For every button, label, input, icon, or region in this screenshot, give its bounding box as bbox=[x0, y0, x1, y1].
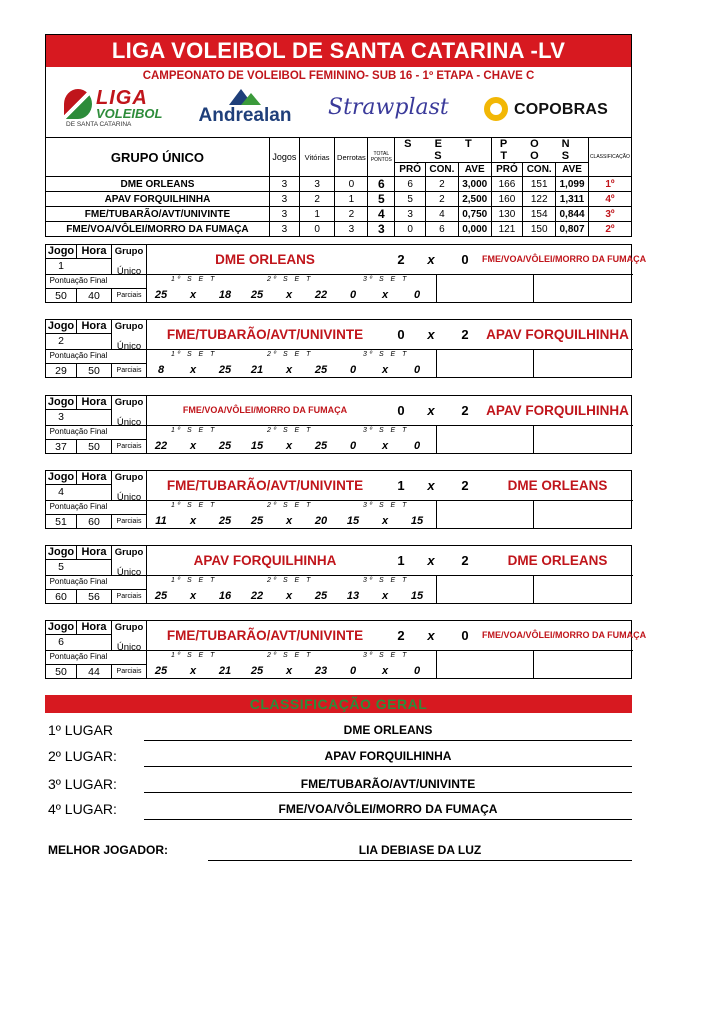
derrotas: 1 bbox=[335, 192, 368, 207]
best-player-value: LIA DEBIASE DA LUZ bbox=[358, 843, 482, 857]
final-score-a: 50 bbox=[55, 666, 67, 678]
page-title: LIGA VOLEIBOL DE SANTA CATARINA -LV bbox=[46, 35, 631, 67]
grupo-value: Único bbox=[116, 567, 142, 578]
team-a: DME ORLEANS bbox=[215, 252, 315, 267]
set2-score-a: 25 bbox=[250, 665, 264, 677]
set2-score-b: 20 bbox=[314, 515, 328, 527]
grupo-value: Único bbox=[116, 417, 142, 428]
set3-score-a: 0 bbox=[349, 665, 357, 677]
score-x: x bbox=[427, 628, 435, 643]
place-team-3: FME/TUBARÃO/AVT/UNIVINTE bbox=[300, 777, 476, 791]
set3-score-b: 0 bbox=[413, 440, 421, 452]
pontuacao-final-label: Pontuação Final bbox=[49, 652, 108, 661]
table-row bbox=[46, 222, 632, 237]
table-row bbox=[46, 207, 632, 222]
total-pontos: 3 bbox=[368, 222, 395, 237]
set3-label: 3º S E T bbox=[363, 502, 409, 509]
score-a: 1 bbox=[397, 553, 405, 568]
team-name: DME ORLEANS bbox=[46, 177, 270, 192]
jogos: 3 bbox=[269, 177, 299, 192]
divider bbox=[146, 425, 633, 426]
final-score-b: 56 bbox=[88, 591, 100, 603]
set1-label: 1º S E T bbox=[171, 427, 217, 434]
set1-score-b: 25 bbox=[218, 515, 232, 527]
set3-score-a: 0 bbox=[349, 289, 357, 301]
place-team-2: APAV FORQUILHINHA bbox=[324, 749, 452, 763]
divider bbox=[46, 514, 146, 515]
jogo-label: Jogo bbox=[47, 471, 75, 483]
jogos: 3 bbox=[269, 207, 299, 222]
jogos: 3 bbox=[269, 222, 299, 237]
final-score-b: 44 bbox=[88, 666, 100, 678]
total-pontos: 6 bbox=[368, 177, 395, 192]
grupo-label: Grupo bbox=[114, 321, 144, 332]
team-name: FME/VOA/VÔLEI/MORRO DA FUMAÇA bbox=[46, 222, 270, 237]
set-x: x bbox=[189, 590, 197, 602]
divider bbox=[46, 664, 146, 665]
group-title: GRUPO ÚNICO bbox=[46, 138, 270, 177]
divider bbox=[144, 792, 632, 793]
team-b: DME ORLEANS bbox=[507, 553, 608, 568]
score-a: 0 bbox=[397, 327, 405, 342]
score-b: 2 bbox=[461, 478, 469, 493]
hora-label: Hora bbox=[81, 546, 107, 558]
divider bbox=[146, 349, 633, 350]
divider bbox=[436, 500, 437, 529]
score-a: 2 bbox=[397, 628, 405, 643]
parciais-label: Parciais bbox=[116, 367, 142, 374]
set3-label: 3º S E T bbox=[363, 276, 409, 283]
set2-label: 2º S E T bbox=[267, 577, 313, 584]
sets-con: 2 bbox=[426, 177, 459, 192]
set2-score-b: 22 bbox=[314, 289, 328, 301]
derrotas: 2 bbox=[335, 207, 368, 222]
divider bbox=[146, 500, 633, 501]
pontuacao-final-label: Pontuação Final bbox=[49, 351, 108, 360]
sets-pro: 6 bbox=[395, 177, 426, 192]
team-name: FME/TUBARÃO/AVT/UNIVINTE bbox=[46, 207, 270, 222]
liga-logo-line3: DE SANTA CATARINA bbox=[66, 121, 132, 128]
col-sets: S E T S bbox=[395, 138, 491, 163]
standings-header-row bbox=[46, 138, 632, 163]
set2-score-a: 25 bbox=[250, 289, 264, 301]
score-x: x bbox=[427, 478, 435, 493]
score-x: x bbox=[427, 553, 435, 568]
set3-score-b: 0 bbox=[413, 289, 421, 301]
score-a: 2 bbox=[397, 252, 405, 267]
set1-label: 1º S E T bbox=[171, 652, 217, 659]
set2-label: 2º S E T bbox=[267, 276, 313, 283]
sub-pts-ave: AVE bbox=[556, 163, 589, 177]
pontuacao-final-label: Pontuação Final bbox=[49, 276, 108, 285]
set2-score-a: 25 bbox=[250, 515, 264, 527]
place-team-1: DME ORLEANS bbox=[343, 723, 433, 737]
divider bbox=[533, 500, 534, 529]
grupo-label: Grupo bbox=[114, 472, 144, 483]
col-classificacao: CLASSIFICAÇÃO bbox=[588, 138, 631, 177]
set3-score-a: 0 bbox=[349, 440, 357, 452]
col-total-pontos: TOTAL PONTOS bbox=[368, 138, 395, 177]
derrotas: 3 bbox=[335, 222, 368, 237]
set2-score-a: 22 bbox=[250, 590, 264, 602]
set3-score-b: 15 bbox=[410, 590, 424, 602]
set2-label: 2º S E T bbox=[267, 502, 313, 509]
divider bbox=[436, 650, 437, 679]
best-player-label: MELHOR JOGADOR: bbox=[48, 843, 168, 857]
game-number: 4 bbox=[58, 486, 64, 498]
copobras-logo-text: COPOBRAS bbox=[514, 101, 609, 118]
sub-sets-ave: AVE bbox=[458, 163, 491, 177]
set3-score-a: 15 bbox=[346, 515, 360, 527]
hora-label: Hora bbox=[81, 471, 107, 483]
sub-pts-con: CON. bbox=[523, 163, 556, 177]
sub-pts-pro: PRÓ bbox=[491, 163, 523, 177]
divider bbox=[46, 439, 146, 440]
parciais-label: Parciais bbox=[116, 518, 142, 525]
liga-logo-line1: LIGA bbox=[96, 87, 148, 109]
set1-score-a: 22 bbox=[154, 440, 168, 452]
sets-con: 2 bbox=[426, 192, 459, 207]
page-subtitle: CAMPEONATO DE VOLEIBOL FEMININO- SUB 16 - 1º ETAPA - CHAVE C bbox=[142, 70, 535, 82]
divider bbox=[144, 766, 632, 767]
game-card bbox=[45, 395, 632, 454]
set3-score-a: 0 bbox=[349, 364, 357, 376]
total-pontos: 5 bbox=[368, 192, 395, 207]
set1-label: 1º S E T bbox=[171, 577, 217, 584]
pts-con: 154 bbox=[523, 207, 556, 222]
classificacao: 4º bbox=[588, 192, 631, 207]
game-number: 3 bbox=[58, 411, 64, 423]
pts-con: 150 bbox=[523, 222, 556, 237]
jogo-label: Jogo bbox=[47, 320, 75, 332]
table-row bbox=[46, 177, 632, 192]
sponsor-logos bbox=[46, 83, 631, 137]
score-a: 1 bbox=[397, 478, 405, 493]
sets-ave: 2,500 bbox=[458, 192, 491, 207]
divider bbox=[436, 425, 437, 454]
vitorias: 3 bbox=[299, 177, 335, 192]
divider bbox=[436, 575, 437, 604]
final-score-b: 50 bbox=[88, 441, 100, 453]
col-jogos: Jogos bbox=[269, 138, 299, 177]
game-number: 1 bbox=[58, 260, 64, 272]
divider bbox=[533, 575, 534, 604]
grupo-label: Grupo bbox=[114, 622, 144, 633]
andrealan-logo bbox=[190, 89, 300, 129]
team-name: APAV FORQUILHINHA bbox=[46, 192, 270, 207]
score-x: x bbox=[427, 327, 435, 342]
pts-ave: 0,807 bbox=[556, 222, 589, 237]
pontuacao-final-label: Pontuação Final bbox=[49, 427, 108, 436]
set1-score-b: 21 bbox=[218, 665, 232, 677]
divider bbox=[46, 589, 146, 590]
divider bbox=[436, 274, 437, 303]
liga-logo bbox=[62, 85, 162, 131]
set2-score-a: 21 bbox=[250, 364, 264, 376]
team-b: FME/VOA/VÔLEI/MORRO DA FUMAÇA bbox=[482, 254, 647, 264]
set-x: x bbox=[381, 440, 389, 452]
set3-score-a: 13 bbox=[346, 590, 360, 602]
score-b: 2 bbox=[461, 553, 469, 568]
pontuacao-final-label: Pontuação Final bbox=[49, 577, 108, 586]
set-x: x bbox=[189, 289, 197, 301]
divider bbox=[533, 425, 534, 454]
pts-pro: 160 bbox=[491, 192, 523, 207]
set3-score-b: 0 bbox=[413, 364, 421, 376]
jogo-label: Jogo bbox=[47, 621, 75, 633]
jogo-label: Jogo bbox=[47, 245, 75, 257]
col-pontos: P O N T O S bbox=[491, 138, 588, 163]
pts-pro: 130 bbox=[491, 207, 523, 222]
team-b: FME/VOA/VÔLEI/MORRO DA FUMAÇA bbox=[482, 630, 647, 640]
set1-score-b: 18 bbox=[218, 289, 232, 301]
table-row bbox=[46, 192, 632, 207]
score-b: 0 bbox=[461, 252, 469, 267]
col-vitorias: Vitórias bbox=[299, 138, 335, 177]
final-score-a: 51 bbox=[55, 516, 67, 528]
divider bbox=[144, 819, 632, 820]
grupo-value: Único bbox=[116, 266, 142, 277]
standings-table bbox=[45, 137, 632, 237]
team-b: APAV FORQUILHINHA bbox=[486, 403, 629, 418]
divider bbox=[46, 288, 146, 289]
place-label-1: 1º LUGAR bbox=[48, 722, 114, 738]
parciais-label: Parciais bbox=[116, 593, 142, 600]
score-a: 0 bbox=[397, 403, 405, 418]
vitorias: 0 bbox=[299, 222, 335, 237]
hora-label: Hora bbox=[81, 320, 107, 332]
sets-con: 6 bbox=[426, 222, 459, 237]
set1-score-a: 25 bbox=[154, 665, 168, 677]
set1-label: 1º S E T bbox=[171, 351, 217, 358]
set2-label: 2º S E T bbox=[267, 652, 313, 659]
place-label-3: 3º LUGAR: bbox=[48, 776, 117, 792]
set1-score-b: 25 bbox=[218, 364, 232, 376]
classification-title: CLASSIFICAÇÃO GERAL bbox=[45, 695, 632, 713]
set1-score-a: 25 bbox=[154, 289, 168, 301]
set2-score-b: 25 bbox=[314, 590, 328, 602]
set1-score-b: 16 bbox=[218, 590, 232, 602]
game-card bbox=[45, 545, 632, 604]
mountain-icon bbox=[225, 89, 265, 105]
divider bbox=[146, 575, 633, 576]
circle-icon bbox=[484, 97, 508, 121]
set3-label: 3º S E T bbox=[363, 427, 409, 434]
sub-sets-pro: PRÓ bbox=[395, 163, 426, 177]
divider bbox=[208, 860, 632, 861]
set-x: x bbox=[381, 590, 389, 602]
divider bbox=[46, 363, 146, 364]
hora-label: Hora bbox=[81, 396, 107, 408]
strawplast-logo: Strawplast bbox=[328, 95, 449, 120]
team-a: FME/TUBARÃO/AVT/UNIVINTE bbox=[166, 628, 364, 643]
score-x: x bbox=[427, 403, 435, 418]
game-number: 2 bbox=[58, 335, 64, 347]
sets-pro: 0 bbox=[395, 222, 426, 237]
set-x: x bbox=[381, 289, 389, 301]
team-a: FME/VOA/VÔLEI/MORRO DA FUMAÇA bbox=[182, 405, 348, 415]
col-derrotas: Derrotas bbox=[335, 138, 368, 177]
grupo-label: Grupo bbox=[114, 397, 144, 408]
divider bbox=[533, 650, 534, 679]
team-a: FME/TUBARÃO/AVT/UNIVINTE bbox=[166, 327, 364, 342]
divider bbox=[144, 740, 632, 741]
grupo-label: Grupo bbox=[114, 547, 144, 558]
volleyball-icon bbox=[64, 89, 92, 119]
divider bbox=[146, 650, 633, 651]
game-number: 5 bbox=[58, 561, 64, 573]
score-b: 2 bbox=[461, 403, 469, 418]
team-a: FME/TUBARÃO/AVT/UNIVINTE bbox=[166, 478, 364, 493]
final-score-b: 60 bbox=[88, 516, 100, 528]
parciais-label: Parciais bbox=[116, 292, 142, 299]
hora-label: Hora bbox=[81, 245, 107, 257]
pts-ave: 0,844 bbox=[556, 207, 589, 222]
divider bbox=[436, 349, 437, 378]
divider bbox=[533, 274, 534, 303]
sets-pro: 5 bbox=[395, 192, 426, 207]
classificacao: 1º bbox=[588, 177, 631, 192]
set2-score-b: 23 bbox=[314, 665, 328, 677]
final-score-a: 50 bbox=[55, 290, 67, 302]
set3-score-b: 0 bbox=[413, 665, 421, 677]
total-pontos: 4 bbox=[368, 207, 395, 222]
set1-score-a: 11 bbox=[155, 515, 167, 527]
jogo-label: Jogo bbox=[47, 546, 75, 558]
set1-label: 1º S E T bbox=[171, 502, 217, 509]
copobras-logo bbox=[484, 95, 609, 125]
place-label-4: 4º LUGAR: bbox=[48, 801, 117, 817]
set-x: x bbox=[285, 289, 293, 301]
pontuacao-final-label: Pontuação Final bbox=[49, 502, 108, 511]
sets-ave: 0,000 bbox=[458, 222, 491, 237]
pts-ave: 1,099 bbox=[556, 177, 589, 192]
set2-score-b: 25 bbox=[314, 364, 328, 376]
place-team-4: FME/VOA/VÔLEI/MORRO DA FUMAÇA bbox=[278, 802, 498, 816]
place-label-2: 2º LUGAR: bbox=[48, 748, 117, 764]
team-b: APAV FORQUILHINHA bbox=[486, 327, 629, 342]
set-x: x bbox=[189, 665, 197, 677]
sets-ave: 3,000 bbox=[458, 177, 491, 192]
grupo-label: Grupo bbox=[114, 246, 144, 257]
jogos: 3 bbox=[269, 192, 299, 207]
set3-label: 3º S E T bbox=[363, 351, 409, 358]
game-card bbox=[45, 620, 647, 679]
final-score-b: 50 bbox=[88, 365, 100, 377]
final-score-a: 37 bbox=[55, 441, 67, 453]
set1-score-b: 25 bbox=[218, 440, 232, 452]
set-x: x bbox=[381, 515, 389, 527]
set2-label: 2º S E T bbox=[267, 351, 313, 358]
pts-ave: 1,311 bbox=[556, 192, 589, 207]
score-x: x bbox=[427, 252, 435, 267]
sets-pro: 3 bbox=[395, 207, 426, 222]
divider bbox=[533, 349, 534, 378]
final-score-a: 60 bbox=[55, 591, 67, 603]
set-x: x bbox=[189, 515, 197, 527]
jogo-label: Jogo bbox=[47, 396, 75, 408]
game-card bbox=[45, 470, 632, 529]
andrealan-logo-text: Andrealan bbox=[198, 105, 292, 126]
grupo-value: Único bbox=[116, 642, 142, 653]
set-x: x bbox=[285, 364, 293, 376]
score-b: 2 bbox=[461, 327, 469, 342]
derrotas: 0 bbox=[335, 177, 368, 192]
set-x: x bbox=[381, 364, 389, 376]
set1-score-a: 8 bbox=[157, 364, 165, 376]
vitorias: 2 bbox=[299, 192, 335, 207]
set2-score-b: 25 bbox=[314, 440, 328, 452]
divider bbox=[146, 274, 633, 275]
set1-score-a: 25 bbox=[154, 590, 168, 602]
set-x: x bbox=[381, 665, 389, 677]
set1-label: 1º S E T bbox=[171, 276, 217, 283]
set3-score-b: 15 bbox=[410, 515, 424, 527]
grupo-value: Único bbox=[116, 492, 142, 503]
sets-ave: 0,750 bbox=[458, 207, 491, 222]
game-number: 6 bbox=[58, 636, 64, 648]
team-b: DME ORLEANS bbox=[507, 478, 608, 493]
set3-label: 3º S E T bbox=[363, 577, 409, 584]
game-card bbox=[45, 244, 647, 303]
pts-con: 151 bbox=[523, 177, 556, 192]
classificacao: 3º bbox=[588, 207, 631, 222]
set3-label: 3º S E T bbox=[363, 652, 409, 659]
set2-score-a: 15 bbox=[250, 440, 264, 452]
team-a: APAV FORQUILHINHA bbox=[193, 553, 337, 568]
set-x: x bbox=[285, 440, 293, 452]
set-x: x bbox=[285, 665, 293, 677]
sub-sets-con: CON. bbox=[426, 163, 459, 177]
pts-con: 122 bbox=[523, 192, 556, 207]
hora-label: Hora bbox=[81, 621, 107, 633]
liga-logo-line2: VOLEIBOL bbox=[96, 106, 163, 121]
pts-pro: 166 bbox=[491, 177, 523, 192]
grupo-value: Único bbox=[116, 341, 142, 352]
set-x: x bbox=[285, 515, 293, 527]
set-x: x bbox=[285, 590, 293, 602]
game-card bbox=[45, 319, 632, 378]
set2-label: 2º S E T bbox=[267, 427, 313, 434]
set-x: x bbox=[189, 364, 197, 376]
set-x: x bbox=[189, 440, 197, 452]
pts-pro: 121 bbox=[491, 222, 523, 237]
sets-con: 4 bbox=[426, 207, 459, 222]
parciais-label: Parciais bbox=[116, 443, 142, 450]
classificacao: 2º bbox=[588, 222, 631, 237]
score-b: 0 bbox=[461, 628, 469, 643]
document-header bbox=[45, 34, 632, 138]
vitorias: 1 bbox=[299, 207, 335, 222]
final-score-a: 29 bbox=[55, 365, 67, 377]
parciais-label: Parciais bbox=[116, 668, 142, 675]
final-score-b: 40 bbox=[88, 290, 100, 302]
